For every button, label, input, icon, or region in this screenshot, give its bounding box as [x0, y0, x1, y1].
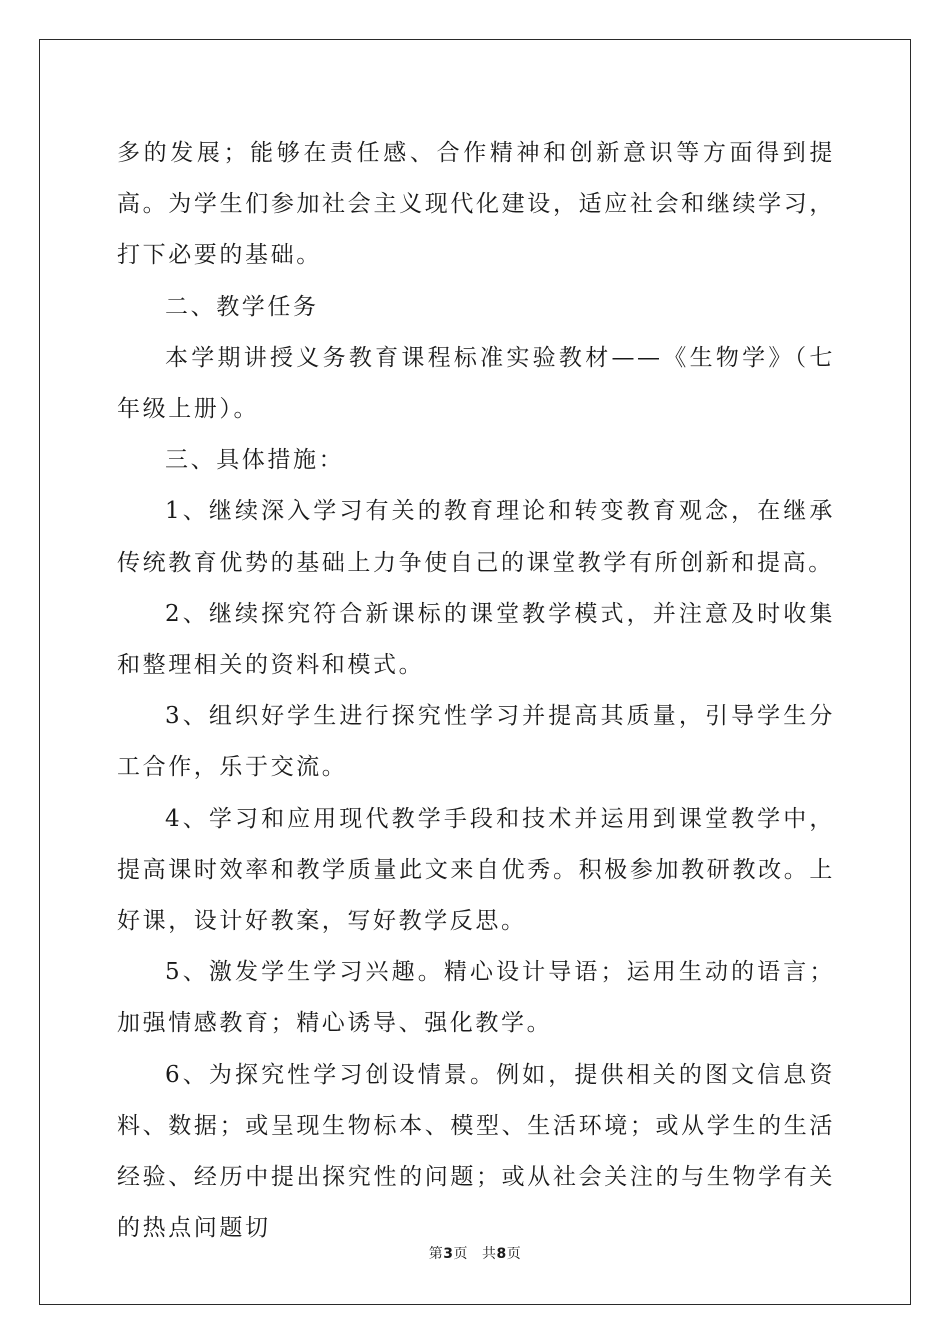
measure-item-6: 6、为探究性学习创设情景。例如，提供相关的图文信息资料、数据；或呈现生物标本、模型、生活环境；或从学生的生活经验、经历中提出探究性的问题；或从社会关注的与生物学有关的热点问题切	[117, 1061, 835, 1242]
paragraph-teaching-tasks: 本学期讲授义务教育课程标准实验教材——《生物学》（七年级上册）。	[117, 344, 835, 423]
document-body	[117, 128, 835, 1254]
page-unit: 页	[453, 1246, 468, 1262]
measure-item-4: 4、学习和应用现代教学手段和技术并运用到课堂教学中，提高课时效率和教学质量此文来自优秀。积极参加教研教改。上好课，设计好教案，写好教学反思。	[117, 805, 835, 935]
section-heading-teaching-tasks: 二、教学任务	[165, 293, 319, 320]
measure-item-1: 1、继续深入学习有关的教育理论和转变教育观念，在继承传统教育优势的基础上力争使自己的课堂教学有所创新和提高。	[117, 498, 835, 576]
page-current: 3	[443, 1246, 454, 1262]
measure-item-2: 2、继续探究符合新课标的课堂教学模式，并注意及时收集和整理相关的资料和模式。	[117, 600, 835, 679]
total-unit: 页	[506, 1246, 522, 1262]
page-prefix: 第	[428, 1246, 444, 1262]
page-total: 8	[496, 1246, 507, 1262]
section-heading-measures: 三、具体措施：	[165, 447, 345, 474]
measure-item-3: 3、组织好学生进行探究性学习并提高其质量，引导学生分工合作，乐于交流。	[117, 703, 835, 781]
measure-item-5: 5、激发学生学习兴趣。精心设计导语；运用生动的语言；加强情感教育；精心诱导、强化教学。	[117, 959, 835, 1037]
page-footer	[0, 1243, 950, 1263]
paragraph-continuation: 多的发展；能够在责任感、合作精神和创新意识等方面得到提高。为学生们参加社会主义现代化建设，适应社会和继续学习，打下必要的基础。	[117, 140, 835, 269]
total-prefix: 共	[482, 1246, 497, 1262]
